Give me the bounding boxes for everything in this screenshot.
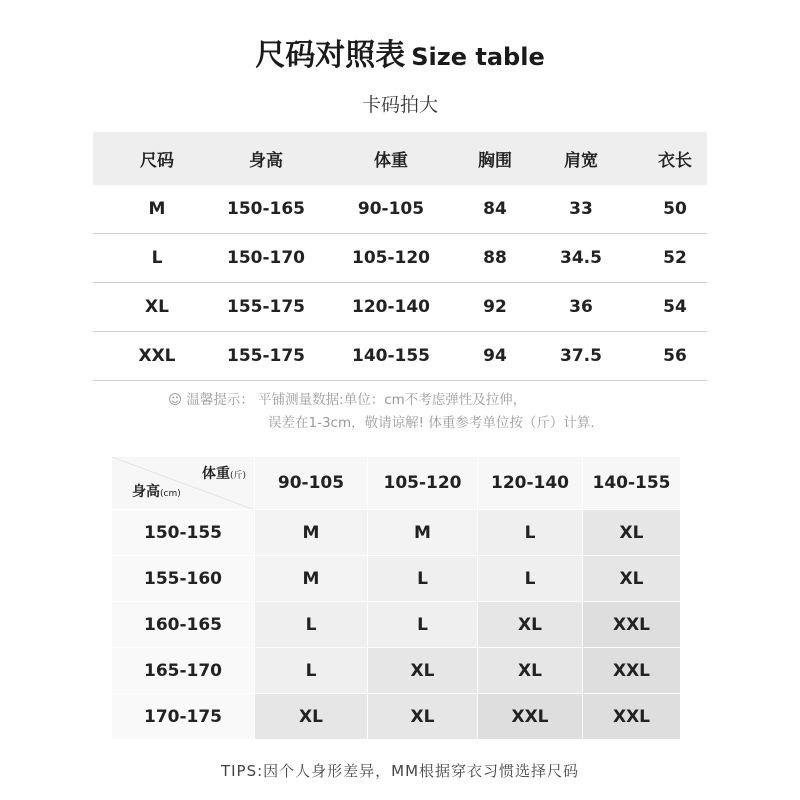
corner-cell	[112, 457, 255, 510]
table-row	[93, 234, 707, 283]
header-cell: 尺码	[140, 151, 174, 171]
title-cn: 尺码对照表	[255, 38, 406, 73]
table-cell: L	[151, 248, 163, 268]
table-cell: 150-165	[226, 199, 306, 219]
table-cell: 50	[663, 199, 687, 219]
tips-text: TIPS:因个人身形差异，MM根据穿衣习惯选择尺码	[220, 762, 580, 780]
weight-range-header: 90-105	[255, 457, 368, 510]
size-cell: XL	[368, 694, 478, 740]
recommend-row	[112, 556, 681, 602]
size-cell: L	[255, 602, 368, 648]
height-label-text: 身高	[132, 484, 160, 500]
note-line-1: 温馨提示： 平铺测量数据:单位：cm不考虑弹性及拉伸，	[186, 392, 527, 408]
header-cell: 肩宽	[564, 151, 598, 171]
size-cell: M	[255, 556, 368, 602]
recommend-row	[112, 510, 681, 556]
size-cell: XL	[478, 602, 583, 648]
smile-icon: ☺	[168, 392, 183, 408]
table-cell: 150-170	[226, 248, 306, 268]
subtitle: 卡码拍大	[361, 94, 438, 116]
table-cell: 155-175	[226, 297, 306, 317]
height-range-cell: 165-170	[112, 648, 255, 694]
height-range-cell: 170-175	[112, 694, 255, 740]
size-cell: XXL	[583, 602, 681, 648]
table-cell: 37.5	[560, 346, 602, 366]
size-cell: XL	[583, 556, 681, 602]
size-cell: XXL	[583, 694, 681, 740]
table-cell: 92	[483, 297, 507, 317]
size-table	[93, 132, 707, 381]
size-cell: XL	[583, 510, 681, 556]
table-cell: 84	[483, 199, 507, 219]
table-cell: 105-120	[351, 248, 431, 268]
recommend-header-row	[112, 457, 681, 510]
weight-unit: (斤)	[229, 471, 246, 481]
table-cell: 33	[569, 199, 593, 219]
size-cell: XL	[478, 648, 583, 694]
size-cell: M	[368, 510, 478, 556]
header-cell: 胸围	[478, 151, 512, 171]
size-cell: L	[478, 556, 583, 602]
weight-label	[202, 463, 246, 483]
header-cell: 身高	[249, 151, 283, 171]
table-cell: XL	[145, 297, 169, 317]
table-cell: 34.5	[560, 248, 602, 268]
size-cell: M	[255, 510, 368, 556]
table-cell: XXL	[138, 346, 176, 366]
page-title	[0, 30, 800, 74]
size-cell: XL	[368, 648, 478, 694]
measurement-note	[168, 389, 595, 435]
height-unit: (cm)	[160, 489, 181, 499]
weight-range-header: 140-155	[583, 457, 681, 510]
table-row	[93, 283, 707, 332]
height-range-cell: 160-165	[112, 602, 255, 648]
table-cell: 56	[663, 346, 687, 366]
size-recommendation-table	[112, 457, 681, 740]
weight-range-header: 120-140	[478, 457, 583, 510]
height-range-cell: 150-155	[112, 510, 255, 556]
table-cell: 52	[663, 248, 687, 268]
size-cell: L	[368, 556, 478, 602]
height-label	[132, 481, 181, 501]
table-cell: 36	[569, 297, 593, 317]
size-cell: XXL	[478, 694, 583, 740]
size-cell: L	[478, 510, 583, 556]
size-cell: XXL	[583, 648, 681, 694]
size-table-header	[93, 132, 707, 185]
weight-label-text: 体重	[201, 466, 230, 482]
recommend-row	[112, 694, 681, 740]
note-line-2: 误差在1-3cm，敬请谅解! 体重参考单位按（斤）计算.	[268, 415, 595, 431]
recommend-row	[112, 648, 681, 694]
size-cell: L	[368, 602, 478, 648]
table-cell: 88	[483, 248, 507, 268]
table-cell: 120-140	[351, 297, 431, 317]
table-cell: 140-155	[351, 346, 431, 366]
weight-range-header: 105-120	[368, 457, 478, 510]
recommend-row	[112, 602, 681, 648]
table-cell: 90-105	[357, 199, 425, 219]
table-cell: 94	[483, 346, 507, 366]
title-en: Size table	[411, 43, 545, 71]
header-cell: 体重	[374, 151, 408, 171]
table-cell: 155-175	[226, 346, 306, 366]
table-row	[93, 185, 707, 234]
size-cell: XL	[255, 694, 368, 740]
table-cell: 54	[663, 297, 687, 317]
table-cell: M	[148, 199, 166, 219]
table-row	[93, 332, 707, 381]
size-cell: L	[255, 648, 368, 694]
header-cell: 衣长	[658, 151, 692, 171]
height-range-cell: 155-160	[112, 556, 255, 602]
